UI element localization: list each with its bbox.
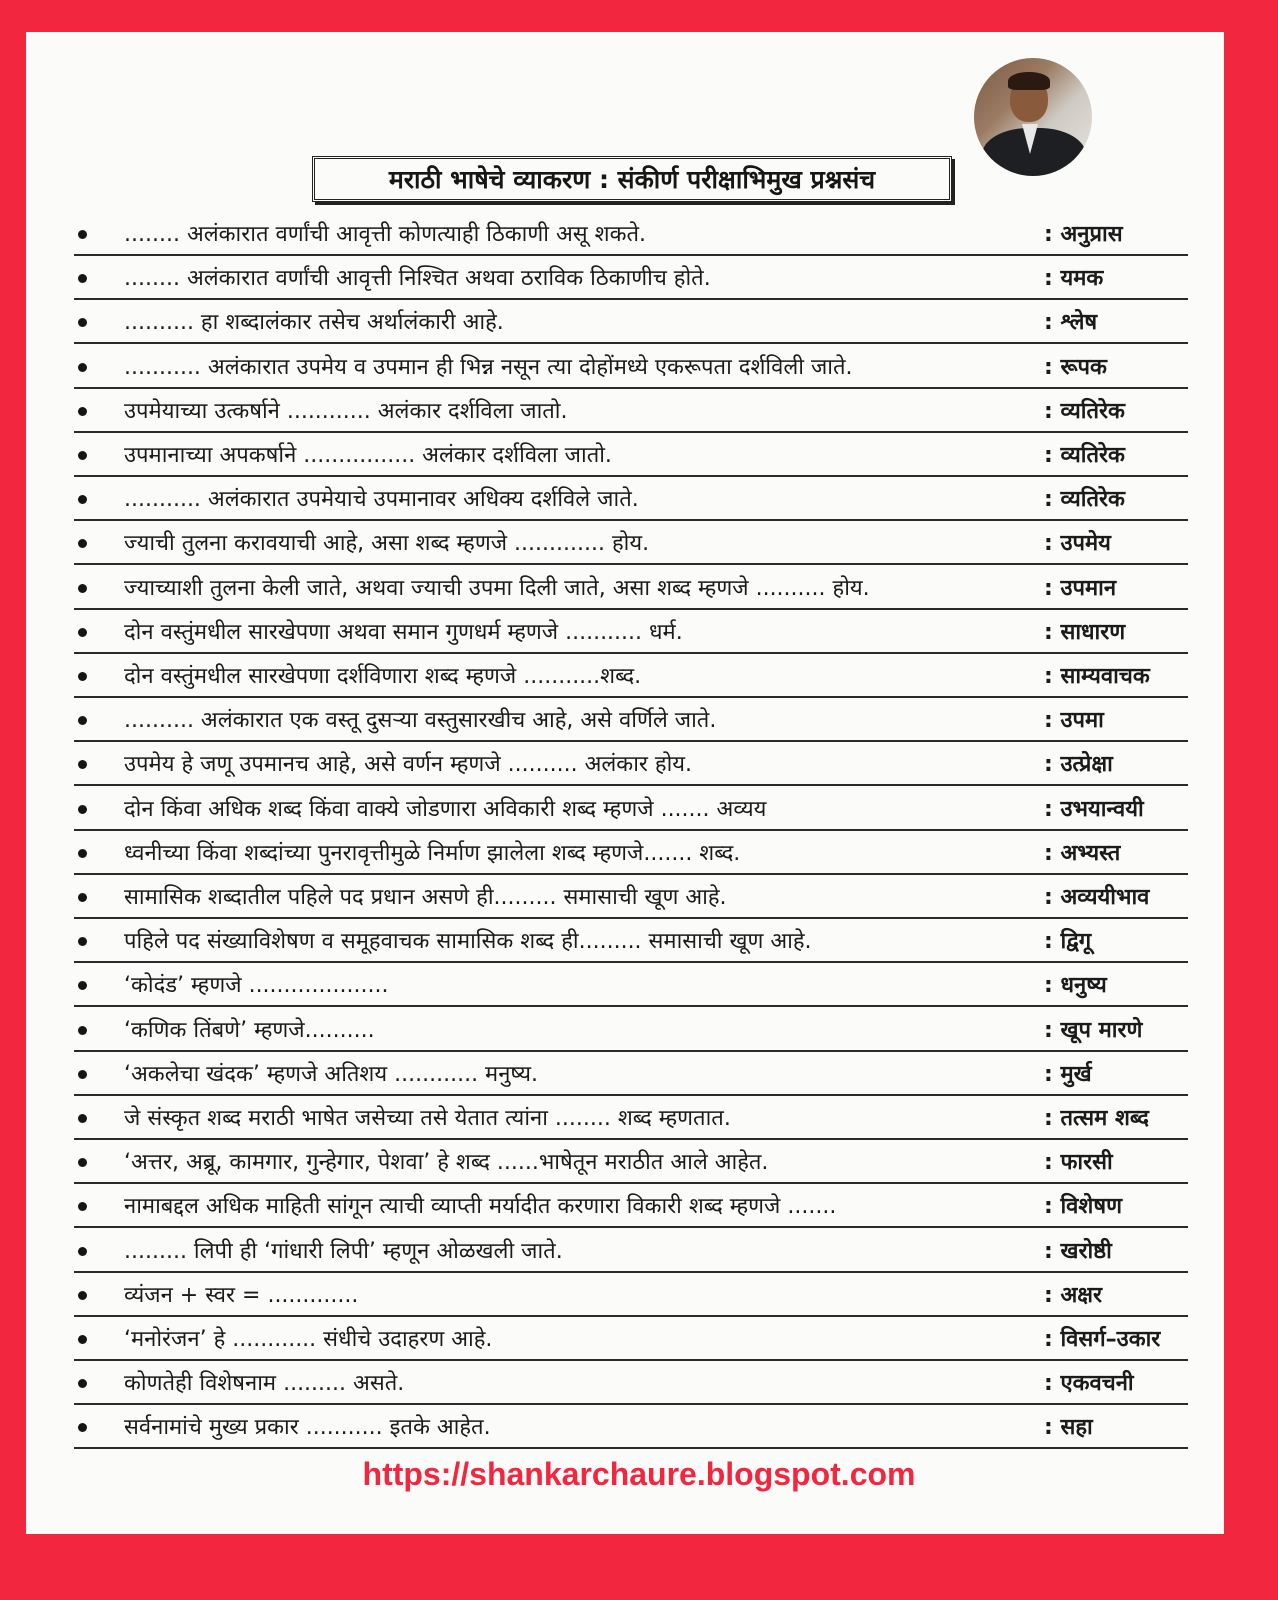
answer-text: : साम्यवाचक [1044, 664, 1150, 689]
answer-text: : यमक [1044, 266, 1104, 292]
answer-text: : अक्षर [1044, 1282, 1103, 1308]
question-text: सर्वनामांचे मुख्य प्रकार ........... इतके आहेत. [124, 1415, 491, 1441]
question-row [74, 1094, 1188, 1140]
bullet-icon [78, 1158, 87, 1167]
question-row [74, 210, 1188, 256]
bullet-icon [78, 760, 87, 769]
question-row [74, 961, 1188, 1007]
question-text: ......... लिपी ही ‘गांधारी लिपी’ म्हणून ओळखली जाते. [124, 1238, 563, 1264]
answer-text: : एकवचनी [1044, 1371, 1134, 1397]
bullet-icon [78, 539, 87, 548]
blog-url[interactable]: https://shankarchaure.blogspot.com [362, 1456, 916, 1492]
question-text: व्यंजन + स्वर = ............. [124, 1282, 359, 1308]
bullet-icon [78, 937, 87, 946]
question-row [74, 785, 1188, 831]
bullet-icon [78, 1379, 87, 1388]
bullet-icon [78, 407, 87, 416]
question-row [74, 564, 1188, 610]
question-row [74, 696, 1188, 742]
bullet-icon [78, 628, 87, 637]
question-text: .......... अलंकारात एक वस्तू दुसऱ्या वस्तुसारखीच आहे, असे वर्णिले जाते. [124, 708, 717, 734]
bullet-icon [78, 584, 87, 593]
answer-text: : अव्ययीभाव [1044, 885, 1150, 910]
question-row [74, 343, 1188, 389]
answer-text: : धनुष्य [1044, 973, 1107, 999]
question-text: ‘कोदंड’ म्हणजे .................... [124, 973, 389, 999]
question-row [74, 1271, 1188, 1317]
bullet-icon [78, 318, 87, 327]
question-row [74, 1315, 1188, 1361]
question-row [74, 829, 1188, 875]
question-row [74, 254, 1188, 300]
question-text: ........... अलंकारात उपमेय व उपमान ही भिन्न नसून त्या दोहोंमध्ये एकरूपता दर्शविली जाते. [124, 354, 853, 380]
answer-text: : अनुप्रास [1044, 222, 1123, 247]
answer-text: : तत्सम शब्द [1044, 1106, 1149, 1131]
question-text: उपमेय हे जणू उपमानच आहे, असे वर्णन म्हणजे .......... अलंकार होय. [124, 752, 693, 778]
question-text: उपमानाच्या अपकर्षाने ................ अलंकार दर्शविला जातो. [124, 443, 612, 468]
question-row [74, 608, 1188, 654]
bullet-icon [78, 1026, 87, 1035]
bullet-icon [78, 716, 87, 725]
question-row [74, 1359, 1188, 1405]
question-row [74, 1006, 1188, 1052]
bullet-icon [78, 1335, 87, 1344]
question-text: दोन वस्तुंमधील सारखेपणा दर्शविणारा शब्द म्हणजे ...........शब्द. [124, 664, 642, 689]
bullet-icon [78, 1202, 87, 1211]
answer-text: : व्यतिरेक [1044, 398, 1125, 424]
bullet-icon [78, 1070, 87, 1079]
bullet-icon [78, 981, 87, 990]
question-row [74, 519, 1188, 565]
question-row [74, 1403, 1188, 1449]
question-text: ज्याच्याशी तुलना केली जाते, अथवा ज्याची उपमा दिली जाते, असा शब्द म्हणजे .......... होय. [124, 575, 870, 601]
question-row [74, 387, 1188, 433]
bullet-icon [78, 893, 87, 902]
question-text: ........... अलंकारात उपमेयाचे उपमानावर अधिक्य दर्शविले जाते. [124, 487, 639, 513]
bullet-icon [78, 1247, 87, 1256]
question-row [74, 740, 1188, 786]
bullet-icon [78, 274, 87, 283]
question-row [74, 917, 1188, 963]
answer-text: : सहा [1044, 1415, 1093, 1441]
question-text: ........ अलंकारात वर्णांची आवृत्ती निश्चित अथवा ठराविक ठिकाणीच होते. [124, 266, 711, 292]
bullet-icon [78, 230, 87, 239]
question-row [74, 475, 1188, 521]
question-text: ‘मनोरंजन’ हे ............ संधीचे उदाहरण आहे. [124, 1327, 493, 1352]
question-text: पहिले पद संख्याविशेषण व समूहवाचक सामासिक शब्द ही......... समासाची खूण आहे. [124, 929, 812, 955]
answer-text: : उत्प्रेक्षा [1044, 752, 1113, 778]
question-text: सामासिक शब्दातील पहिले पद प्रधान असणे ही......... समासाची खूण आहे. [124, 885, 727, 910]
question-text: ‘कणिक तिंबणे’ म्हणजे.......... [124, 1017, 375, 1043]
answer-text: : विशेषण [1044, 1194, 1122, 1220]
answer-text: : श्लेष [1044, 310, 1098, 336]
answer-text: : उभयान्वयी [1044, 796, 1144, 822]
question-row [74, 1050, 1188, 1096]
question-text: ध्वनीच्या किंवा शब्दांच्या पुनरावृत्तीमुळे निर्माण झालेला शब्द म्हणजे....... शब्द. [124, 840, 741, 866]
question-row [74, 873, 1188, 919]
bullet-icon [78, 672, 87, 681]
answer-text: : मुर्ख [1044, 1061, 1092, 1087]
question-row [74, 1227, 1188, 1273]
question-row [74, 298, 1188, 344]
bullet-icon [78, 1291, 87, 1300]
page-title: मराठी भाषेचे व्याकरण : संकीर्ण परीक्षाभिमुख प्रश्नसंच [312, 156, 952, 202]
bullet-icon [78, 451, 87, 460]
answer-text: : उपमेय [1044, 531, 1111, 557]
bullet-icon [78, 1114, 87, 1123]
answer-text: : उपमा [1044, 708, 1104, 734]
bullet-icon [78, 805, 87, 814]
answer-text: : रूपक [1044, 354, 1107, 380]
question-text: दोन वस्तुंमधील सारखेपणा अथवा समान गुणधर्म म्हणजे ........... धर्म. [124, 619, 683, 645]
question-text: नामाबद्दल अधिक माहिती सांगून त्याची व्याप्ती मर्यादीत करणारा विकारी शब्द म्हणजे ....... [124, 1194, 837, 1220]
answer-text: : साधारण [1044, 619, 1126, 645]
answer-text: : व्यतिरेक [1044, 443, 1125, 468]
question-text: ‘अकलेचा खंदक’ म्हणजे अतिशय ............ मनुष्य. [124, 1061, 538, 1087]
bullet-icon [78, 495, 87, 504]
bullet-icon [78, 363, 87, 372]
answer-text: : द्विगू [1044, 929, 1092, 955]
answer-text: : फारसी [1044, 1150, 1113, 1176]
question-text: कोणतेही विशेषनाम ......... असते. [124, 1371, 405, 1397]
question-text: दोन किंवा अधिक शब्द किंवा वाक्ये जोडणारा अविकारी शब्द म्हणजे ....... अव्यय [124, 796, 767, 822]
question-text: .......... हा शब्दालंकार तसेच अर्थालंकारी आहे. [124, 310, 504, 336]
question-text: ज्याची तुलना करावयाची आहे, असा शब्द म्हणजे ............. होय. [124, 531, 650, 557]
question-text: उपमेयाच्या उत्कर्षाने ............ अलंकार दर्शविला जातो. [124, 398, 568, 424]
answer-text: : उपमान [1044, 575, 1117, 601]
question-row [74, 1138, 1188, 1184]
question-text: जे संस्कृत शब्द मराठी भाषेत जसेच्या तसे येतात त्यांना ........ शब्द म्हणतात. [124, 1106, 731, 1131]
answer-text: : व्यतिरेक [1044, 487, 1125, 513]
question-row [74, 652, 1188, 698]
answer-text: : खरोष्ठी [1044, 1238, 1112, 1264]
bullet-icon [78, 1423, 87, 1432]
bullet-icon [78, 849, 87, 858]
question-row [74, 1182, 1188, 1228]
answer-text: : विसर्ग–उकार [1044, 1327, 1161, 1352]
question-text: ‘अत्तर, अब्रू, कामगार, गुन्हेगार, पेशवा’ हे शब्द ......भाषेतून मराठीत आले आहेत. [124, 1150, 769, 1176]
question-text: ........ अलंकारात वर्णांची आवृत्ती कोणत्याही ठिकाणी असू शकते. [124, 222, 647, 247]
answer-text: : अभ्यस्त [1044, 840, 1121, 866]
question-row [74, 431, 1188, 477]
answer-text: : खूप मारणे [1044, 1017, 1143, 1043]
